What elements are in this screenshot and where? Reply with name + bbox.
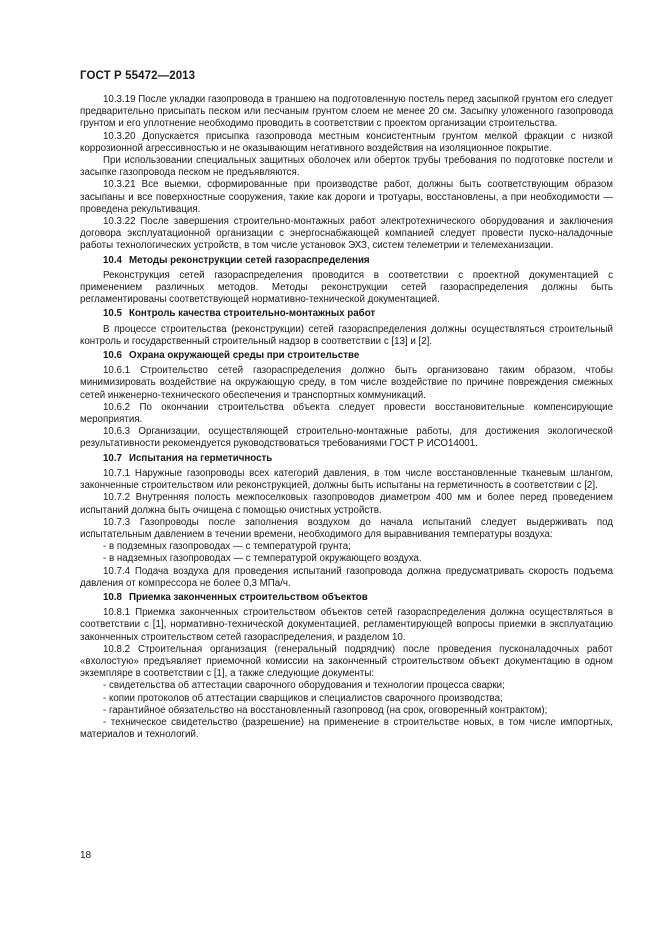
paragraph: 10.3.19 После укладки газопровода в траншею на подготовленную постель перед засыпкой грунтом его следует предварительно присыпать песком или песчаным грунтом слоем не менее 20 см. Засыпку уложенного газопровода грунтом и его уплотнение необходимо проводить в соответствии с проектом организации строительства.: [80, 94, 613, 130]
paragraph: 10.8.2 Строительная организация (генеральный подрядчик) после проведения пусконаладочных работ «вхолостую» предъявляет приемочной комиссии на законченный строительством объект документацию в одном экземпляре в соответствии с [1], а также следующие документы:: [80, 643, 613, 680]
section-number: 10.8: [103, 591, 122, 603]
paragraph: При использовании специальных защитных оболочек или оберток трубы требования по подготовке постели и засыпке газопровода песком не предъявляются.: [80, 155, 613, 179]
paragraph: 10.7.3 Газопроводы после заполнения воздухом до начала испытаний следует выдерживать под испытательным давлением в течении времени, необходимого для выравнивания температуры воздуха:: [80, 516, 613, 540]
paragraph: 10.6.2 По окончании строительства объекта следует провести восстановительные компенсирующие мероприятия.: [80, 401, 613, 426]
section-heading: [80, 350, 613, 362]
paragraph: 10.7.2 Внутренняя полость межпоселковых газопроводов диаметром 400 мм и более перед проведением испытаний должна быть очищена с помощью очистных устройств.: [80, 492, 613, 516]
list-item: - свидетельства об аттестации сварочного оборудования и технологии процесса сварки;: [103, 680, 505, 692]
section-heading: [80, 592, 613, 604]
section-title: Испытания на герметичность: [129, 452, 273, 464]
list-item: - гарантийное обязательство на восстановленный газопровод (на срок, оговоренный контрактом);: [103, 704, 548, 716]
section-heading: [80, 308, 613, 320]
section-number: 10.5: [103, 308, 122, 320]
paragraph: 10.3.22 После завершения строительно-монтажных работ электротехнического оборудования и заключения договора эксплуатационной организации с энергоснабжающей компанией следует провести пуско-наладочные работы технологических устройств, в том числе установок ЭХЗ, систем телеметрии и телемеханизации.: [80, 216, 613, 252]
section-title: Методы реконструкции сетей газораспределения: [129, 254, 370, 266]
paragraph: Реконструкция сетей газораспределения проводится в соответствии с проектной документацией с применением различных методов. Методы реконструкции сетей газораспределения должны быть регламентированы соответствующей нормативно-технической документацией.: [80, 269, 613, 306]
section-heading: [80, 255, 613, 267]
paragraph: 10.7.1 Наружные газопроводы всех категорий давления, в том числе восстановленные тканевым шлангом, законченные строительством или реконструкцией, должны быть испытаны на герметичность в соответствии с [2].: [80, 467, 613, 492]
paragraph: 10.8.1 Приемка законченных строительством объектов сетей газораспределения должна осуществляться в соответствии с [1], нормативно-технической документацией, регламентирующей вопросы приемки в эксплуатацию законченных строительством сетей газораспределения, и разделом 10.: [80, 607, 613, 643]
paragraph: В процессе строительства (реконструкции) сетей газораспределения должны осуществляться строительный контроль и государственный строительный надзор в соответствии с [13] и [2].: [80, 323, 613, 347]
list-item: - в надземных газопроводах — с температурой окружающего воздуха.: [103, 553, 422, 565]
paragraph: 10.6.3 Организации, осуществляющей строительно-монтажные работы, для достижения экологической результативности рекомендуется руководствоваться требованиями ГОСТ Р ИСО14001.: [80, 426, 613, 450]
list-item: - копии протоколов об аттестации сварщиков и специалистов сварочного производства;: [103, 692, 503, 704]
document-body: [80, 94, 613, 741]
paragraph: 10.3.20 Допускается присыпка газопровода местным консистентным грунтом мелкой фракции с низкой коррозионной агрессивностью и не оказывающим негативного воздействия на изоляционное покрытие.: [80, 130, 613, 154]
list-item: - в подземных газопроводах — с температурой грунта;: [103, 541, 351, 553]
section-title: Приемка законченных строительством объектов: [129, 591, 368, 603]
document-header: ГОСТ Р 55472—2013: [80, 70, 196, 82]
section-number: 10.4: [103, 254, 122, 266]
page-number: 18: [80, 850, 92, 861]
section-title: Охрана окружающей среды при строительстве: [129, 350, 360, 362]
paragraph: 10.3.21 Все выемки, сформированные при производстве работ, должны быть соответствующим образом засыпаны и все поверхностные сооружения, такие как дороги и тротуары, восстановлены, а при необходимости — проведена рекультивация.: [80, 179, 613, 215]
section-heading: [80, 453, 613, 465]
section-title: Контроль качества строительно-монтажных работ: [129, 308, 376, 320]
list-item: - техническое свидетельство (разрешение) на применение в строительстве новых, в том числе импортных, материалов и технологий.: [80, 716, 613, 741]
section-number: 10.6: [103, 350, 122, 362]
section-number: 10.7: [103, 452, 122, 464]
paragraph: 10.7.4 Подача воздуха для проведения испытаний газопровода должна предусматривать скорость подъема давления от компрессора не более 0,3 МПа/ч.: [80, 565, 613, 589]
paragraph: 10.6.1 Строительство сетей газораспределения должно быть организовано таким образом, чтобы минимизировать воздействие на окружающую среду, в том числе воздействие по причине повреждения смежных сетей инженерно-технического обеспечения и транспортных коммуникаций.: [80, 365, 613, 401]
